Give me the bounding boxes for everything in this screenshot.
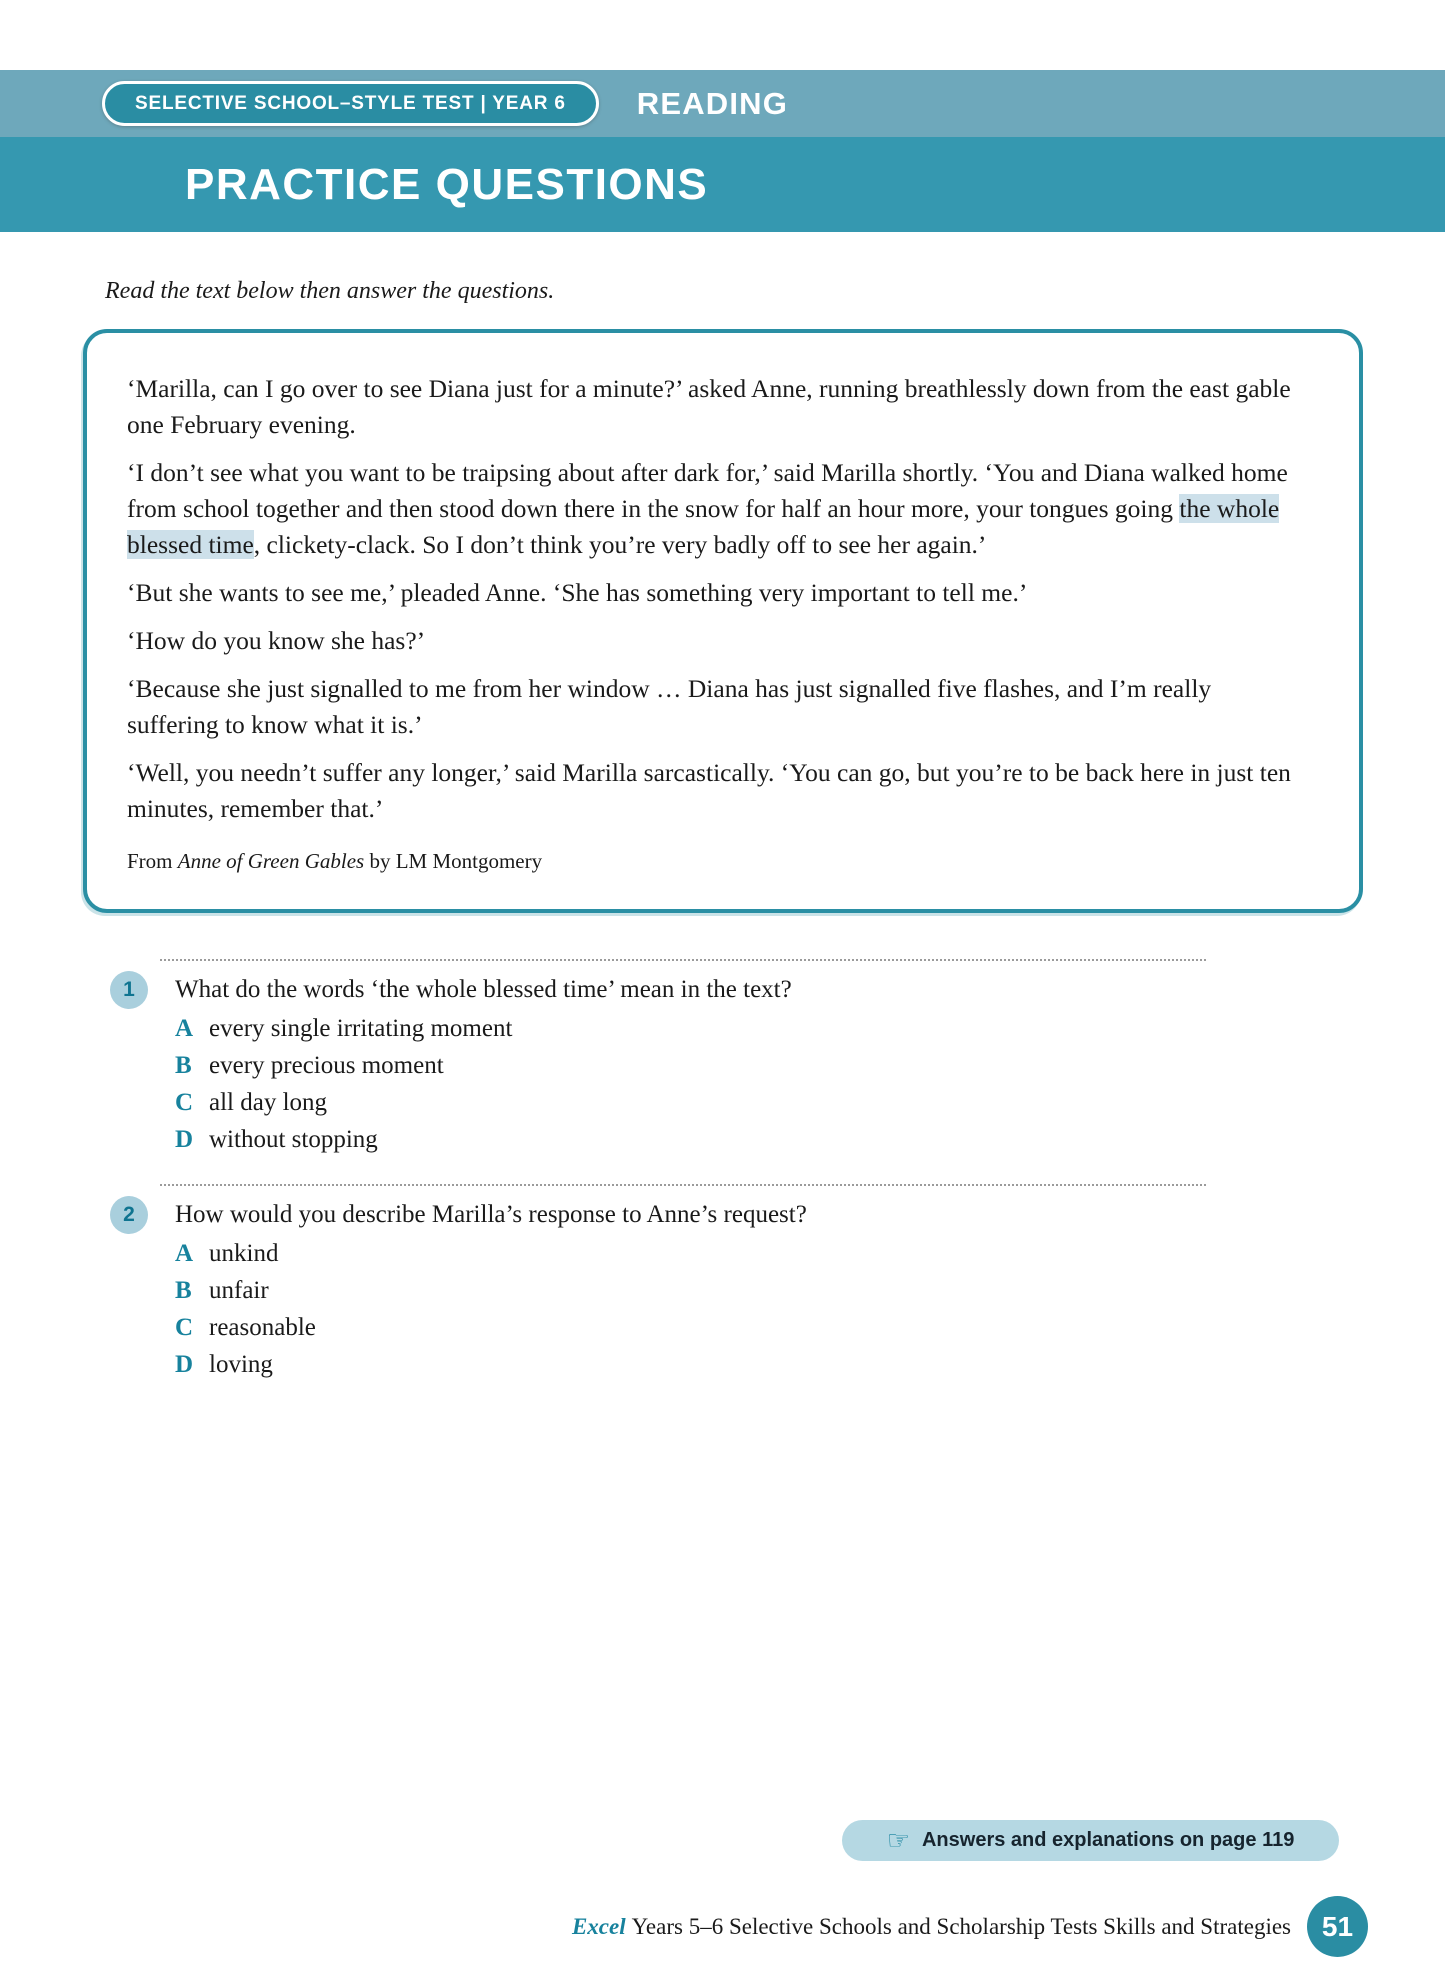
dotted-separator bbox=[160, 1184, 1206, 1186]
option-text: loving bbox=[209, 1351, 273, 1378]
pointing-hand-icon: ☞ bbox=[886, 1825, 910, 1856]
dotted-separator bbox=[160, 959, 1206, 961]
question-number: 2 bbox=[123, 1203, 135, 1226]
questions-section bbox=[0, 959, 1445, 1383]
options-list bbox=[175, 1235, 1445, 1383]
passage-paragraph bbox=[127, 455, 1307, 563]
section-label: READING bbox=[636, 85, 789, 121]
page-footer bbox=[572, 1896, 1368, 1957]
question-number-badge bbox=[110, 1196, 148, 1234]
answer-option bbox=[175, 1010, 1445, 1047]
option-text: unfair bbox=[209, 1277, 269, 1304]
option-letter: C bbox=[175, 1314, 194, 1341]
answer-option bbox=[175, 1272, 1445, 1309]
option-letter: B bbox=[175, 1052, 192, 1079]
question-1 bbox=[0, 971, 1445, 1158]
options-list bbox=[175, 1010, 1445, 1158]
option-text: reasonable bbox=[209, 1314, 316, 1341]
highlighted-phrase: the whole blessed time bbox=[127, 494, 1280, 559]
option-text: every precious moment bbox=[209, 1052, 444, 1079]
page-title: PRACTICE QUESTIONS bbox=[185, 159, 709, 209]
question-2 bbox=[0, 1196, 1445, 1383]
attribution-prefix: From bbox=[127, 849, 173, 873]
instruction-text: Read the text below then answer the questions. bbox=[105, 278, 555, 304]
title-band bbox=[0, 137, 1445, 232]
footer-series-title: Years 5–6 Selective Schools and Scholarship Tests Skills and Strategies bbox=[631, 1913, 1291, 1939]
header-band bbox=[0, 70, 1445, 137]
question-text: What do the words ‘the whole blessed time’ mean in the text? bbox=[175, 976, 792, 1003]
answer-option bbox=[175, 1047, 1445, 1084]
option-letter: C bbox=[175, 1089, 194, 1116]
page-number-badge bbox=[1307, 1896, 1368, 1957]
passage-text: ‘I don’t see what you want to be traipsing about after dark for,’ said Marilla shortly. ‘You and Diana walked home from school together and then stood down there in the snow for half an hour more, your tongues going bbox=[127, 458, 1288, 523]
passage-paragraph: ‘Because she just signalled to me from her window … Diana has just signalled five flashes, and I’m really suffering to know what it is.’ bbox=[127, 674, 1212, 739]
answers-reference-banner bbox=[842, 1820, 1339, 1861]
passage-paragraph: ‘Well, you needn’t suffer any longer,’ said Marilla sarcastically. ‘You can go, but you’re to be back here in just ten minutes, remember that.’ bbox=[127, 758, 1291, 823]
test-type-badge bbox=[102, 81, 599, 126]
question-number-badge bbox=[110, 971, 148, 1009]
answer-option bbox=[175, 1121, 1445, 1158]
test-type-badge-label: SELECTIVE SCHOOL–STYLE TEST | YEAR 6 bbox=[135, 92, 566, 114]
passage-box bbox=[83, 329, 1363, 913]
passage-paragraph: ‘Marilla, can I go over to see Diana just for a minute?’ asked Anne, running breathlessly down from the east gable one February evening. bbox=[127, 374, 1291, 439]
option-text: every single irritating moment bbox=[209, 1015, 513, 1042]
attribution-author: by LM Montgomery bbox=[369, 849, 543, 873]
option-text: all day long bbox=[209, 1089, 328, 1116]
option-letter: D bbox=[175, 1351, 194, 1378]
option-text: without stopping bbox=[209, 1126, 378, 1153]
page-number: 51 bbox=[1321, 1910, 1354, 1942]
option-letter: A bbox=[175, 1240, 194, 1267]
question-number: 1 bbox=[123, 978, 135, 1001]
question-text: How would you describe Marilla’s response to Anne’s request? bbox=[175, 1201, 807, 1228]
passage-text: , clickety-clack. So I don’t think you’re very badly off to see her again.’ bbox=[253, 530, 987, 559]
option-letter: B bbox=[175, 1277, 192, 1304]
source-attribution bbox=[127, 843, 1307, 879]
answer-option bbox=[175, 1235, 1445, 1272]
option-letter: A bbox=[175, 1015, 194, 1042]
option-letter: D bbox=[175, 1126, 194, 1153]
option-text: unkind bbox=[209, 1240, 279, 1267]
footer-title bbox=[572, 1914, 1291, 1940]
answer-option bbox=[175, 1309, 1445, 1346]
answer-option bbox=[175, 1346, 1445, 1383]
passage-paragraph: ‘But she wants to see me,’ pleaded Anne. ‘She has something very important to tell me.’ bbox=[127, 578, 1028, 607]
attribution-book-title: Anne of Green Gables bbox=[177, 849, 365, 873]
answer-option bbox=[175, 1084, 1445, 1121]
answers-reference-text: Answers and explanations on page 119 bbox=[921, 1829, 1295, 1851]
passage-paragraph: ‘How do you know she has?’ bbox=[127, 626, 426, 655]
footer-brand: Excel bbox=[571, 1913, 626, 1939]
